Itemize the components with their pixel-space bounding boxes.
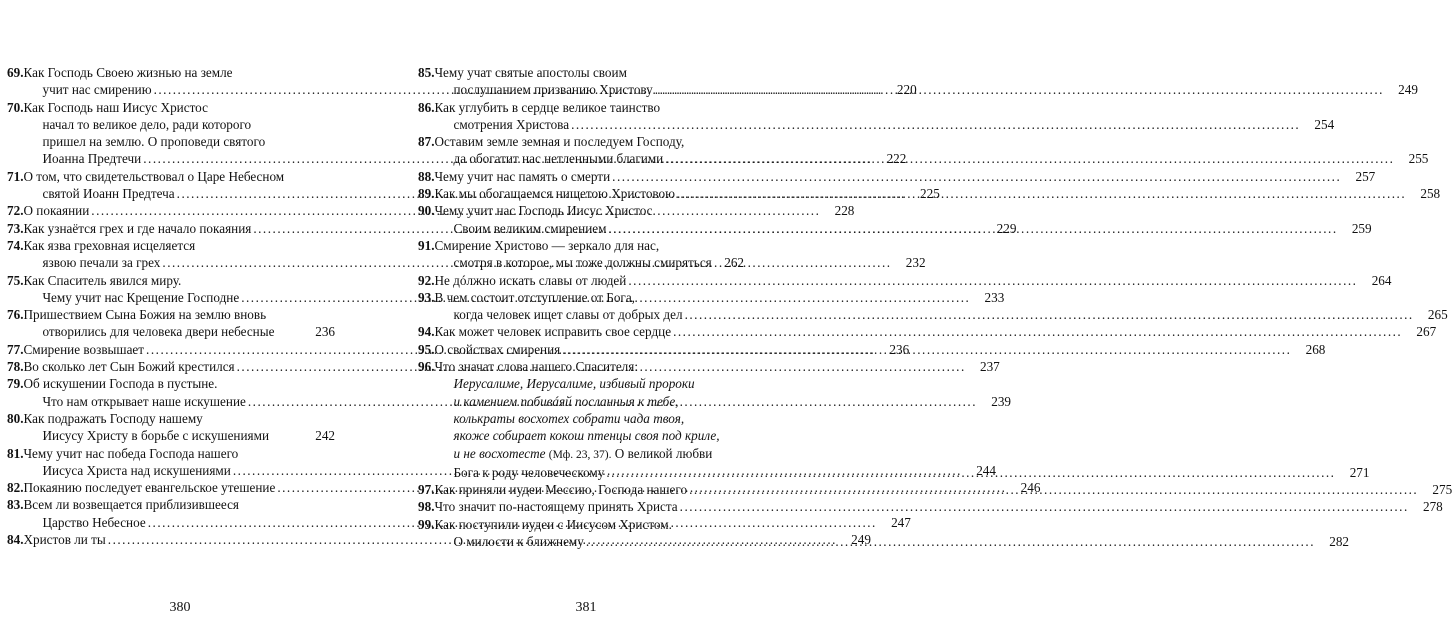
entry-title-line: Покаянию последует евангельское утешение ..... 246 xyxy=(23,479,1040,496)
page-number: 229 xyxy=(996,220,1017,236)
page-number: 237 xyxy=(979,359,1000,375)
page-number: 249 xyxy=(851,532,871,548)
leader-dots xyxy=(673,323,1402,340)
leader-dots xyxy=(685,306,1414,323)
entry-title-line: Как подражать Господу нашему xyxy=(23,410,203,426)
entry-title-line: святой Иоанн Предтеча ..... 225 xyxy=(23,185,939,202)
page-number: 242 xyxy=(315,428,335,444)
entry-title-line: Всем ли возвещается приблизившееся xyxy=(23,497,239,513)
leader-dots xyxy=(680,498,1409,515)
entry-title-line: Что значит по-настоящему принять Христа ..... 278 xyxy=(434,498,1442,515)
entry-title-line: Чему учит нас Господь Иисус Христос xyxy=(434,203,653,219)
entry-title-line: Как Господь наш Иисус Христос xyxy=(23,99,208,115)
entry-title-line: О покаянии ..... 228 xyxy=(23,202,854,219)
entry-title-line: Смирение Христово — зеркало для нас, xyxy=(434,237,660,253)
entry-title-line: пришел на землю. О проповеди святого xyxy=(42,134,266,150)
entry-title-line: Что значат слова нашего Спасителя: xyxy=(434,359,638,375)
page-number: 244 xyxy=(976,462,996,478)
scripture-reference: (Мф. 23, 37). xyxy=(548,448,612,461)
entry-title-line: О свойствах смирения ..... 268 xyxy=(434,341,1325,358)
toc-entry-92[interactable] xyxy=(418,272,1392,289)
entry-title-line: Как Спаситель явился миру. xyxy=(23,272,182,288)
page-number: 232 xyxy=(905,255,926,271)
entry-title-line: Как Господь Своею жизнью на земле xyxy=(23,65,233,80)
entry-number: 93. xyxy=(418,289,435,305)
entry-number: 89. xyxy=(418,186,435,202)
entry-title-line: отворились для человека двери небесные 236 xyxy=(42,324,335,340)
toc-entry-86[interactable] xyxy=(418,99,1335,134)
page-number: 259 xyxy=(1351,220,1372,236)
left-page-folio: 380 xyxy=(169,600,191,615)
entry-number: 94. xyxy=(418,324,435,340)
entry-number: 75. xyxy=(7,272,24,288)
entry-number: 69. xyxy=(7,65,24,80)
page-number: 278 xyxy=(1422,499,1443,515)
leader-dots xyxy=(677,185,1406,202)
entry-number: 77. xyxy=(7,341,24,357)
entry-title-line: Об искушении Господа в пустыне. xyxy=(23,376,218,392)
entry-number: 78. xyxy=(7,359,24,375)
leader-dots xyxy=(608,220,1337,237)
entry-title-line: Как приняли иудеи Мессию, Господа нашего ..... 275 xyxy=(434,481,1452,498)
entry-number: 96. xyxy=(418,359,435,375)
page-number: 254 xyxy=(1314,116,1335,132)
page-number: 255 xyxy=(1408,151,1429,167)
leader-dots xyxy=(628,272,1357,289)
page-number: 236 xyxy=(889,341,910,357)
toc-entry-98[interactable] xyxy=(418,498,1443,515)
entry-number: 72. xyxy=(7,203,24,219)
leader-dots xyxy=(586,533,1315,550)
entry-number: 81. xyxy=(7,445,24,461)
entry-title-line: Как узнаётся грех и где начало покаяния ..... 229 xyxy=(23,220,1016,237)
leader-dots xyxy=(689,481,1418,498)
entry-title-line: Что нам открывает наше искушение ..... 239 xyxy=(23,393,1011,410)
page-number: 268 xyxy=(1305,341,1326,357)
page-number: 249 xyxy=(1398,82,1418,98)
page-number: 233 xyxy=(984,289,1005,305)
entry-number: 98. xyxy=(418,499,435,515)
entry-title-line: Чему учит нас Крещение Господне ..... 233 xyxy=(23,289,1004,306)
entry-title-line: Во сколько лет Сын Божий крестился ..... 237 xyxy=(23,358,999,375)
entry-title-line: Как мы обогащаемся нищетою Христовою ..... 258 xyxy=(434,185,1440,202)
entry-number: 86. xyxy=(418,99,435,115)
entry-title-line: В чем состоит отступление от Бога, xyxy=(434,289,635,305)
page-number: 271 xyxy=(1349,464,1370,480)
entry-number: 79. xyxy=(7,376,24,392)
page-number: 264 xyxy=(1371,272,1392,288)
leader-dots xyxy=(655,81,1384,98)
entry-number: 84. xyxy=(7,532,24,548)
entry-title-line: Пришествием Сына Божия на землю вновь xyxy=(23,307,267,323)
page-number: 257 xyxy=(1355,168,1376,184)
page-number: 246 xyxy=(1020,480,1041,496)
entry-number: 70. xyxy=(7,99,24,115)
entry-number: 95. xyxy=(418,341,435,357)
leader-dots xyxy=(665,150,1394,167)
entry-title-line: Как поступили иудеи с Иисусом Христом. xyxy=(434,516,672,532)
entry-title-line: Христов ли ты ..... 249 xyxy=(23,531,870,548)
quote-line: якоже собирает кокош птенцы своя под криле, xyxy=(453,428,720,444)
toc-entry-94[interactable] xyxy=(418,323,1437,340)
leader-dots xyxy=(606,464,1335,481)
entry-number: 92. xyxy=(418,272,435,288)
entry-number: 71. xyxy=(7,168,24,184)
page-number: 267 xyxy=(1416,324,1437,340)
entry-number: 88. xyxy=(418,168,435,184)
page-number: 275 xyxy=(1432,482,1452,498)
leader-dots xyxy=(571,116,1300,133)
entry-number: 83. xyxy=(7,497,24,513)
leader-dots xyxy=(562,341,1291,358)
entry-title-line: Иисуса Христа над искушениями ..... 244 xyxy=(23,462,995,479)
entry-title-line: Не дóлжно искать славы от людей ..... 264 xyxy=(434,272,1391,289)
entry-title-line: послушанием призванию Христову ..... 249 xyxy=(434,81,1417,98)
toc-entry-80[interactable] xyxy=(7,410,335,445)
leader-dots xyxy=(612,168,1341,185)
entry-title-line: Своим великим смирением ..... 259 xyxy=(434,220,1371,237)
toc-entry-91[interactable] xyxy=(418,237,744,272)
page-number: 282 xyxy=(1329,534,1349,550)
entry-title-line: Царство Небесное ..... 247 xyxy=(23,514,910,531)
page-number: 262 xyxy=(724,255,744,271)
page-number: 225 xyxy=(920,186,940,202)
entry-title-line: Бога к роду человеческому ..... 271 xyxy=(434,464,1369,481)
entry-title-line: учит нас смирению ..... 220 xyxy=(23,81,916,98)
page-number: 222 xyxy=(886,151,907,167)
entry-number: 82. xyxy=(7,480,24,496)
entry-title-line: Смирение возвышает ..... 236 xyxy=(23,341,909,358)
entry-number: 85. xyxy=(418,65,435,80)
entry-title-line: да обогатит нас нетленными благими ..... 255 xyxy=(434,150,1428,167)
entry-title-line: смотрения Христова ..... 254 xyxy=(434,116,1334,133)
quote-line: и не восхотесте (Мф. 23, 37). О великой любви xyxy=(434,445,1369,464)
entry-title-line: О том, что свидетельствовал о Царе Небесном xyxy=(23,168,285,184)
page-number: 220 xyxy=(896,82,917,98)
entry-number: 76. xyxy=(7,307,24,323)
entry-title-line: Как может человек исправить свое сердце ..... 267 xyxy=(434,323,1436,340)
entry-number: 97. xyxy=(418,482,435,498)
entry-number: 73. xyxy=(7,220,24,236)
right-page-folio: 381 xyxy=(575,600,597,615)
entry-title-line: смотря в которое, мы тоже должны смиряться 262 xyxy=(453,255,744,271)
entry-title-line: О милости к ближнему ..... 282 xyxy=(434,533,1349,550)
toc-entry-88[interactable] xyxy=(418,168,1376,185)
entry-title-line: Иисусу Христу в борьбе с искушениями 242 xyxy=(42,428,335,444)
entry-number: 87. xyxy=(418,134,435,150)
quote-line: и камением побивáяй посланныя к тебе, xyxy=(453,393,679,409)
entry-title-line: начал то великое дело, ради которого xyxy=(42,116,252,132)
entry-number: 74. xyxy=(7,237,24,253)
quote-line: колькраты восхотех собрати чада твоя, xyxy=(453,410,685,426)
page-number: 236 xyxy=(315,324,335,340)
page-number: 228 xyxy=(834,203,855,219)
entry-title-line: Чему учит нас память о смерти ..... 257 xyxy=(434,168,1375,185)
toc-entry-84[interactable] xyxy=(7,531,871,548)
quote-line: Иерусалиме, Иерусалиме, избивый пророки xyxy=(453,376,695,392)
entry-title-line: Иоанна Предтечи ..... 222 xyxy=(23,150,906,167)
entry-number: 90. xyxy=(418,203,435,219)
entry-title-line: Чему учат святые апостолы своим xyxy=(434,65,627,80)
entry-number: 99. xyxy=(418,516,435,532)
entry-number: 80. xyxy=(7,410,24,426)
entry-title-line: Как углубить в сердце великое таинство xyxy=(434,99,661,115)
page-number: 247 xyxy=(891,514,911,530)
entry-title-line: Как язва греховная исцеляется xyxy=(23,237,196,253)
page-number: 258 xyxy=(1420,186,1441,202)
page-number: 265 xyxy=(1427,307,1448,323)
toc-entry-76[interactable] xyxy=(7,306,335,341)
entry-title-line: Оставим земле земная и последуем Господу, xyxy=(434,134,685,150)
entry-title-line: когда человек ищет славы от добрых дел ..... 265 xyxy=(434,306,1447,323)
entry-title-line: Чему учит нас победа Господа нашего xyxy=(23,445,239,461)
entry-number: 91. xyxy=(418,237,435,253)
entry-title-line: язвою печали за грех ..... 232 xyxy=(23,254,925,271)
page-number: 239 xyxy=(991,393,1011,409)
